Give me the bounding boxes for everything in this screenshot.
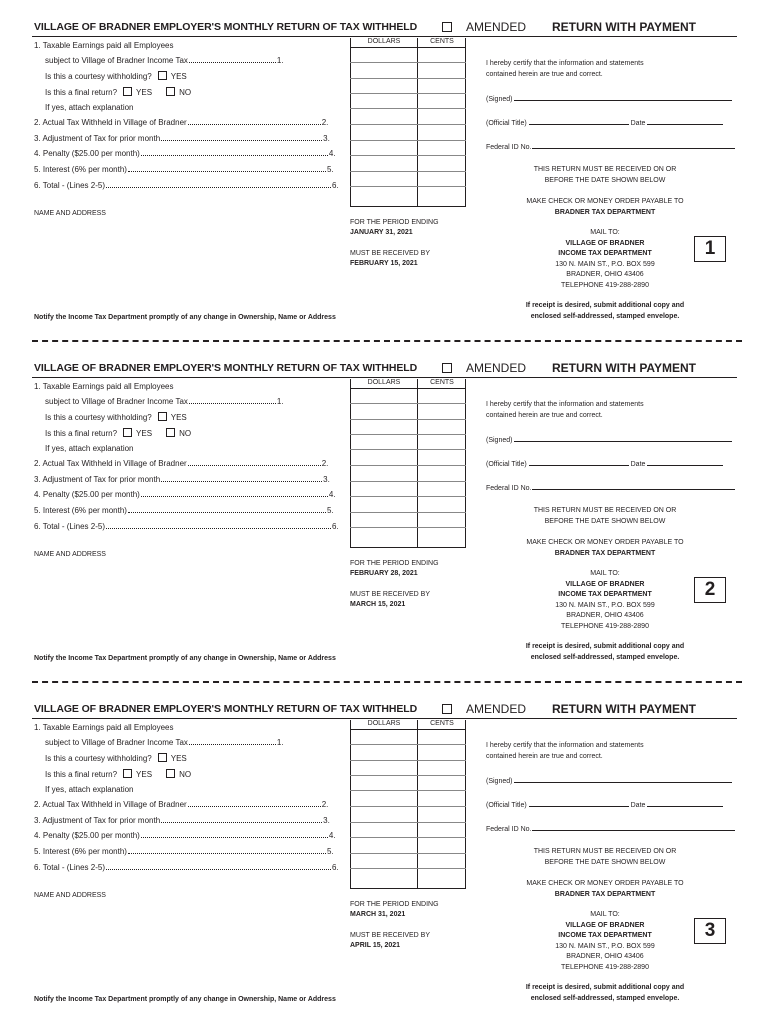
received-by-date: MARCH 15, 2021: [350, 601, 406, 608]
receipt-line-2: enclosed self-addressed, stamped envelope.: [530, 994, 680, 1002]
mail-address: 130 N. MAIN ST., P.O. BOX 599: [555, 942, 655, 950]
final-return-question: [45, 428, 191, 438]
official-title-label: (Official Title): [486, 461, 527, 468]
received-notice-line-2: BEFORE THE DATE SHOWN BELOW: [544, 858, 666, 866]
if-yes-note: If yes, attach explanation: [45, 444, 134, 453]
official-title-line[interactable]: [529, 799, 629, 807]
amount-row-divider: [350, 822, 466, 823]
dollars-column[interactable]: [350, 720, 418, 889]
column-header-rule: [350, 729, 466, 730]
payable-line-1: MAKE CHECK OR MONEY ORDER PAYABLE TO: [526, 198, 684, 205]
payable-notice: [505, 197, 705, 218]
line-1-text: subject to Village of Bradner Income Tax: [45, 56, 188, 65]
line-4: [34, 149, 336, 158]
amended-checkbox[interactable]: [442, 363, 452, 373]
coupon-number: 2: [694, 577, 726, 603]
received-by-label: MUST BE RECEIVED BY: [350, 250, 431, 257]
line-5: [34, 165, 334, 174]
payable-notice: [505, 879, 705, 900]
line-5-number: 5.: [326, 165, 334, 174]
certify-line-2: contained herein are true and correct.: [486, 412, 603, 419]
dollars-header: DOLLARS: [367, 379, 401, 386]
received-notice-line-2: BEFORE THE DATE SHOWN BELOW: [544, 517, 666, 525]
leader-dots: [161, 816, 322, 823]
certify-line-1: I hereby certify that the information and statements: [486, 401, 644, 408]
final-label: Is this a final return?: [45, 429, 118, 438]
mail-name: VILLAGE OF BRADNER: [565, 921, 645, 929]
amount-row-divider: [350, 512, 466, 513]
amount-row-divider: [350, 481, 466, 482]
federal-id-line[interactable]: [532, 482, 735, 490]
form-title: VILLAGE OF BRADNER EMPLOYER'S MONTHLY RETURN OF TAX WITHHELD: [34, 703, 418, 715]
received-notice-line-1: THIS RETURN MUST BE RECEIVED ON OR: [533, 166, 677, 173]
mail-to-label: MAIL TO:: [590, 911, 620, 918]
name-address-label: NAME AND ADDRESS: [34, 210, 106, 217]
line-5: [34, 847, 334, 856]
final-yes-checkbox[interactable]: [123, 428, 132, 437]
amount-row-divider: [350, 140, 466, 141]
notify-notice: Notify the Income Tax Department promptly of any change in Ownership, Name or Address: [34, 314, 336, 321]
line-1-text: subject to Village of Bradner Income Tax: [45, 397, 188, 406]
leader-dots: [106, 181, 331, 188]
period-ending-block: [350, 900, 439, 920]
mail-dept: INCOME TAX DEPARTMENT: [558, 932, 652, 939]
payable-line-2: BRADNER TAX DEPARTMENT: [554, 890, 656, 898]
federal-id-label: Federal ID No.: [486, 144, 532, 151]
certify-line-2: contained herein are true and correct.: [486, 753, 603, 760]
line-1-number: 1.: [276, 738, 284, 747]
line-1-sublabel: [45, 56, 284, 65]
final-yes-checkbox[interactable]: [123, 769, 132, 778]
received-notice: [505, 847, 705, 868]
signed-field[interactable]: [486, 93, 732, 105]
final-yes-label: YES: [136, 429, 153, 438]
official-title-line[interactable]: [529, 458, 629, 466]
line-2-number: 2.: [321, 800, 329, 809]
official-title-line[interactable]: [529, 117, 629, 125]
final-no-checkbox[interactable]: [166, 87, 175, 96]
amount-row-divider: [350, 62, 466, 63]
return-with-payment-label: RETURN WITH PAYMENT: [552, 702, 696, 716]
leader-dots: [188, 800, 321, 807]
amended-label: AMENDED: [466, 702, 527, 716]
mail-to-block: [505, 228, 705, 291]
line-4: [34, 490, 336, 499]
courtesy-yes-label: YES: [170, 72, 187, 81]
federal-id-field[interactable]: [486, 141, 735, 153]
leader-dots: [141, 149, 328, 156]
amended-checkbox[interactable]: [442, 22, 452, 32]
line-6-number: 6.: [332, 181, 339, 190]
signature-line[interactable]: [514, 434, 732, 442]
amount-row-divider: [350, 108, 466, 109]
signature-line[interactable]: [514, 775, 732, 783]
mail-dept: INCOME TAX DEPARTMENT: [558, 250, 652, 257]
date-line[interactable]: [647, 117, 723, 125]
cents-header: CENTS: [430, 379, 454, 386]
received-by-date: FEBRUARY 15, 2021: [350, 260, 418, 267]
line-5: [34, 506, 334, 515]
dollars-header: DOLLARS: [367, 38, 401, 45]
leader-dots: [188, 459, 321, 466]
line-4-number: 4.: [328, 149, 336, 158]
amount-row-divider: [350, 449, 466, 450]
amount-row-divider: [350, 744, 466, 745]
final-yes-checkbox[interactable]: [123, 87, 132, 96]
line-6-number: 6.: [332, 863, 339, 872]
line-5-text: 5. Interest (6% per month): [34, 165, 127, 174]
leader-dots: [141, 831, 328, 838]
official-title-field[interactable]: [486, 458, 723, 470]
mail-phone: TELEPHONE 419-288-2890: [561, 281, 649, 289]
mail-to-label: MAIL TO:: [590, 229, 620, 236]
federal-id-line[interactable]: [532, 823, 735, 831]
amount-row-divider: [350, 171, 466, 172]
federal-id-label: Federal ID No.: [486, 485, 532, 492]
line-6: [34, 522, 339, 531]
line-5-number: 5.: [326, 506, 334, 515]
courtesy-yes-label: YES: [170, 754, 187, 763]
period-ending-label: FOR THE PERIOD ENDING: [350, 901, 439, 908]
received-by-block: [350, 931, 430, 951]
amount-row-divider: [350, 155, 466, 156]
cents-header: CENTS: [430, 38, 454, 45]
courtesy-question: [45, 412, 187, 422]
date-line[interactable]: [647, 458, 723, 466]
received-by-label: MUST BE RECEIVED BY: [350, 932, 431, 939]
leader-dots: [106, 863, 331, 870]
line-6-text: 6. Total - (Lines 2-5): [34, 522, 105, 531]
received-notice-line-2: BEFORE THE DATE SHOWN BELOW: [544, 176, 666, 184]
mail-city: BRADNER, OHIO 43406: [566, 271, 644, 278]
cut-line: [32, 340, 742, 342]
return-coupon: [0, 21, 770, 321]
final-return-question: [45, 769, 191, 779]
received-by-date: APRIL 15, 2021: [350, 942, 401, 949]
mail-to-block: [505, 910, 705, 973]
receipt-line-1: If receipt is desired, submit additional copy and: [525, 984, 685, 991]
line-4-number: 4.: [328, 490, 336, 499]
cents-header: CENTS: [430, 720, 454, 727]
form-title: VILLAGE OF BRADNER EMPLOYER'S MONTHLY RETURN OF TAX WITHHELD: [34, 362, 418, 374]
final-no-label: NO: [179, 770, 192, 779]
receipt-line-1: If receipt is desired, submit additional copy and: [525, 643, 685, 650]
line-6: [34, 863, 339, 872]
amended-label: AMENDED: [466, 361, 527, 375]
if-yes-note: If yes, attach explanation: [45, 785, 134, 794]
line-3: [34, 816, 330, 825]
courtesy-yes-checkbox[interactable]: [158, 753, 167, 762]
line-1-sublabel: [45, 397, 284, 406]
line-2-text: 2. Actual Tax Withheld in Village of Bradner: [34, 800, 187, 809]
line-1-label: 1. Taxable Earnings paid all Employees: [34, 723, 174, 732]
line-3-number: 3.: [323, 816, 330, 825]
amount-row-divider: [350, 78, 466, 79]
period-ending-date: MARCH 31, 2021: [350, 911, 406, 918]
mail-name: VILLAGE OF BRADNER: [565, 239, 645, 247]
mail-phone: TELEPHONE 419-288-2890: [561, 622, 649, 630]
amount-row-divider: [350, 837, 466, 838]
leader-dots: [188, 118, 321, 125]
line-6-text: 6. Total - (Lines 2-5): [34, 181, 105, 190]
return-with-payment-label: RETURN WITH PAYMENT: [552, 361, 696, 375]
line-2-text: 2. Actual Tax Withheld in Village of Bradner: [34, 459, 187, 468]
federal-id-label: Federal ID No.: [486, 826, 532, 833]
amount-row-divider: [350, 186, 466, 187]
received-notice-line-1: THIS RETURN MUST BE RECEIVED ON OR: [533, 848, 677, 855]
final-yes-label: YES: [136, 770, 153, 779]
payable-line-1: MAKE CHECK OR MONEY ORDER PAYABLE TO: [526, 880, 684, 887]
mail-phone: TELEPHONE 419-288-2890: [561, 963, 649, 971]
signed-label: (Signed): [486, 778, 513, 785]
leader-dots: [128, 506, 326, 513]
federal-id-line[interactable]: [532, 141, 735, 149]
payable-notice: [505, 538, 705, 559]
courtesy-yes-checkbox[interactable]: [158, 71, 167, 80]
receipt-line-2: enclosed self-addressed, stamped envelope.: [530, 312, 680, 320]
cents-column[interactable]: [418, 720, 466, 889]
leader-dots: [106, 522, 331, 529]
leader-dots: [189, 56, 276, 63]
received-by-label: MUST BE RECEIVED BY: [350, 591, 431, 598]
dollars-header: DOLLARS: [367, 720, 401, 727]
line-5-text: 5. Interest (6% per month): [34, 847, 127, 856]
line-6-text: 6. Total - (Lines 2-5): [34, 863, 105, 872]
courtesy-label: Is this a courtesy withholding?: [45, 754, 152, 763]
period-ending-label: FOR THE PERIOD ENDING: [350, 219, 439, 226]
amount-row-divider: [350, 790, 466, 791]
name-address-label: NAME AND ADDRESS: [34, 551, 106, 558]
signed-label: (Signed): [486, 437, 513, 444]
amended-checkbox[interactable]: [442, 704, 452, 714]
payable-line-2: BRADNER TAX DEPARTMENT: [554, 208, 656, 216]
amount-row-divider: [350, 853, 466, 854]
notify-notice: Notify the Income Tax Department promptly of any change in Ownership, Name or Address: [34, 655, 336, 662]
mail-city: BRADNER, OHIO 43406: [566, 953, 644, 960]
mail-address: 130 N. MAIN ST., P.O. BOX 599: [555, 260, 655, 268]
column-header-rule: [350, 388, 466, 389]
line-4-number: 4.: [328, 831, 336, 840]
mail-name: VILLAGE OF BRADNER: [565, 580, 645, 588]
line-5-number: 5.: [326, 847, 334, 856]
line-6: [34, 181, 339, 190]
date-label: Date: [630, 802, 646, 809]
final-no-checkbox[interactable]: [166, 428, 175, 437]
mail-to-block: [505, 569, 705, 632]
line-2-number: 2.: [321, 118, 329, 127]
line-4-text: 4. Penalty ($25.00 per month): [34, 490, 140, 499]
signed-label: (Signed): [486, 96, 513, 103]
period-ending-date: JANUARY 31, 2021: [350, 229, 413, 236]
period-ending-label: FOR THE PERIOD ENDING: [350, 560, 439, 567]
leader-dots: [128, 847, 326, 854]
amount-row-divider: [350, 403, 466, 404]
dollars-column[interactable]: [350, 38, 418, 207]
coupon-number: 3: [694, 918, 726, 944]
amount-row-divider: [350, 496, 466, 497]
notify-notice: Notify the Income Tax Department promptly of any change in Ownership, Name or Address: [34, 996, 336, 1003]
line-1-number: 1.: [276, 56, 284, 65]
date-line[interactable]: [647, 799, 723, 807]
amount-row-divider: [350, 806, 466, 807]
amount-row-divider: [350, 465, 466, 466]
line-3: [34, 475, 330, 484]
line-1-sublabel: [45, 738, 284, 747]
official-title-label: (Official Title): [486, 120, 527, 127]
cents-column[interactable]: [418, 38, 466, 207]
final-return-question: [45, 87, 191, 97]
courtesy-yes-checkbox[interactable]: [158, 412, 167, 421]
mail-address: 130 N. MAIN ST., P.O. BOX 599: [555, 601, 655, 609]
coupon-number: 1: [694, 236, 726, 262]
period-ending-block: [350, 559, 439, 579]
courtesy-label: Is this a courtesy withholding?: [45, 413, 152, 422]
date-label: Date: [630, 120, 646, 127]
receipt-notice: [505, 642, 705, 663]
final-yes-label: YES: [136, 88, 153, 97]
federal-id-field[interactable]: [486, 823, 735, 835]
amended-label: AMENDED: [466, 20, 527, 34]
received-by-block: [350, 249, 430, 269]
courtesy-label: Is this a courtesy withholding?: [45, 72, 152, 81]
line-1-label: 1. Taxable Earnings paid all Employees: [34, 382, 174, 391]
payable-line-2: BRADNER TAX DEPARTMENT: [554, 549, 656, 557]
official-title-field[interactable]: [486, 117, 723, 129]
line-3-text: 3. Adjustment of Tax for prior month: [34, 816, 161, 825]
amount-row-divider: [350, 93, 466, 94]
mail-to-label: MAIL TO:: [590, 570, 620, 577]
official-title-label: (Official Title): [486, 802, 527, 809]
line-3-number: 3.: [323, 475, 330, 484]
line-3-number: 3.: [323, 134, 330, 143]
courtesy-question: [45, 753, 187, 763]
leader-dots: [189, 397, 276, 404]
mail-city: BRADNER, OHIO 43406: [566, 612, 644, 619]
line-2-text: 2. Actual Tax Withheld in Village of Bradner: [34, 118, 187, 127]
leader-dots: [189, 738, 276, 745]
final-no-checkbox[interactable]: [166, 769, 175, 778]
receipt-notice: [505, 983, 705, 1004]
signature-line[interactable]: [514, 93, 732, 101]
if-yes-note: If yes, attach explanation: [45, 103, 134, 112]
leader-dots: [128, 165, 326, 172]
period-ending-date: FEBRUARY 28, 2021: [350, 570, 418, 577]
header-rule: [32, 377, 737, 378]
header-rule: [32, 36, 737, 37]
line-1-text: subject to Village of Bradner Income Tax: [45, 738, 188, 747]
certify-line-2: contained herein are true and correct.: [486, 71, 603, 78]
line-3-text: 3. Adjustment of Tax for prior month: [34, 475, 161, 484]
cents-column[interactable]: [418, 379, 466, 548]
period-ending-block: [350, 218, 439, 238]
leader-dots: [141, 490, 328, 497]
line-2: [34, 459, 328, 468]
receipt-line-1: If receipt is desired, submit additional copy and: [525, 302, 685, 309]
line-4: [34, 831, 336, 840]
signed-field[interactable]: [486, 775, 732, 787]
line-1-number: 1.: [276, 397, 284, 406]
received-notice: [505, 506, 705, 527]
final-label: Is this a final return?: [45, 770, 118, 779]
name-address-label: NAME AND ADDRESS: [34, 892, 106, 899]
line-6-number: 6.: [332, 522, 339, 531]
final-no-label: NO: [179, 429, 192, 438]
amount-row-divider: [350, 419, 466, 420]
line-4-text: 4. Penalty ($25.00 per month): [34, 831, 140, 840]
amount-row-divider: [350, 868, 466, 869]
line-3-text: 3. Adjustment of Tax for prior month: [34, 134, 161, 143]
mail-dept: INCOME TAX DEPARTMENT: [558, 591, 652, 598]
amount-row-divider: [350, 760, 466, 761]
line-1-label: 1. Taxable Earnings paid all Employees: [34, 41, 174, 50]
column-header-rule: [350, 47, 466, 48]
received-by-block: [350, 590, 430, 610]
line-2-number: 2.: [321, 459, 329, 468]
leader-dots: [161, 475, 322, 482]
amount-row-divider: [350, 124, 466, 125]
dollars-column[interactable]: [350, 379, 418, 548]
certify-line-1: I hereby certify that the information and statements: [486, 60, 644, 67]
line-4-text: 4. Penalty ($25.00 per month): [34, 149, 140, 158]
final-label: Is this a final return?: [45, 88, 118, 97]
federal-id-field[interactable]: [486, 482, 735, 494]
header-rule: [32, 718, 737, 719]
received-notice-line-1: THIS RETURN MUST BE RECEIVED ON OR: [533, 507, 677, 514]
return-coupon: [0, 703, 770, 1003]
official-title-field[interactable]: [486, 799, 723, 811]
signed-field[interactable]: [486, 434, 732, 446]
receipt-notice: [505, 301, 705, 322]
receipt-line-2: enclosed self-addressed, stamped envelope.: [530, 653, 680, 661]
certify-line-1: I hereby certify that the information and statements: [486, 742, 644, 749]
date-label: Date: [630, 461, 646, 468]
return-with-payment-label: RETURN WITH PAYMENT: [552, 20, 696, 34]
line-2: [34, 800, 328, 809]
cut-line: [32, 681, 742, 683]
final-no-label: NO: [179, 88, 192, 97]
amount-row-divider: [350, 775, 466, 776]
line-5-text: 5. Interest (6% per month): [34, 506, 127, 515]
courtesy-question: [45, 71, 187, 81]
line-2: [34, 118, 328, 127]
payable-line-1: MAKE CHECK OR MONEY ORDER PAYABLE TO: [526, 539, 684, 546]
amount-row-divider: [350, 527, 466, 528]
line-3: [34, 134, 330, 143]
form-title: VILLAGE OF BRADNER EMPLOYER'S MONTHLY RETURN OF TAX WITHHELD: [34, 21, 418, 33]
return-coupon: [0, 362, 770, 662]
amount-row-divider: [350, 434, 466, 435]
leader-dots: [161, 134, 322, 141]
courtesy-yes-label: YES: [170, 413, 187, 422]
received-notice: [505, 165, 705, 186]
